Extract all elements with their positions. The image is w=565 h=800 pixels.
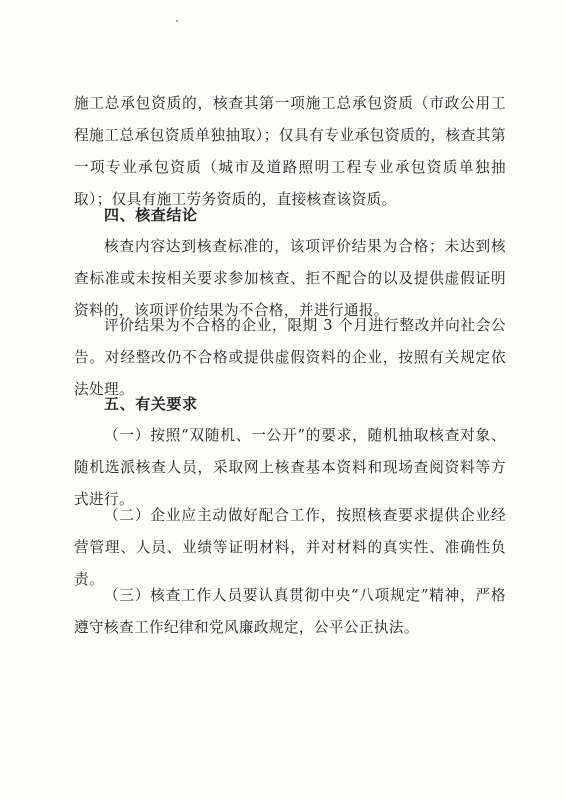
section-heading-conclusion: 四、核查结论 (104, 206, 198, 224)
requirement-item-2: （二）企业应主动做好配合工作，按照核查要求提供企业经营管理、人员、业绩等证明材料，并对材料的真实性、准确性负责。 (74, 507, 506, 588)
paragraph-rectification: 评价结果为不合格的企业，限期 3 个月进行整改并向社会公告。对经整改仍不合格或提供虚假资料的企业，按照有关规定依法处理。 (74, 317, 506, 398)
paragraph-qualification-scope: 施工总承包资质的，核查其第一项施工总承包资质（市政公用工程施工总承包资质单独抽取）；仅具有专业承包资质的，核查其第一项专业承包资质（城市及道路照明工程专业承包资质单独抽取）；仅具有施工劳务资质的，直接核查该资质。 (74, 95, 506, 208)
requirement-item-1: （一）按照“双随机、一公开”的要求，随机抽取核查对象、随机选派核查人员，采取网上核查基本资料和现场查阅资料等方式进行。 (74, 427, 506, 508)
requirement-item-3: （三）核查工作人员要认真贯彻中央“八项规定”精神，严格遵守核查工作纪律和党风廉政规定，公平公正执法。 (74, 587, 506, 636)
scan-speck (176, 20, 178, 22)
paragraph-conclusion-criteria: 核查内容达到核查标准的，该项评价结果为合格；未达到核查标准或未按相关要求参加核查、拒不配合的以及提供虚假证明资料的，该项评价结果为不合格，并进行通报。 (74, 238, 506, 319)
section-heading-requirements: 五、有关要求 (104, 395, 198, 413)
